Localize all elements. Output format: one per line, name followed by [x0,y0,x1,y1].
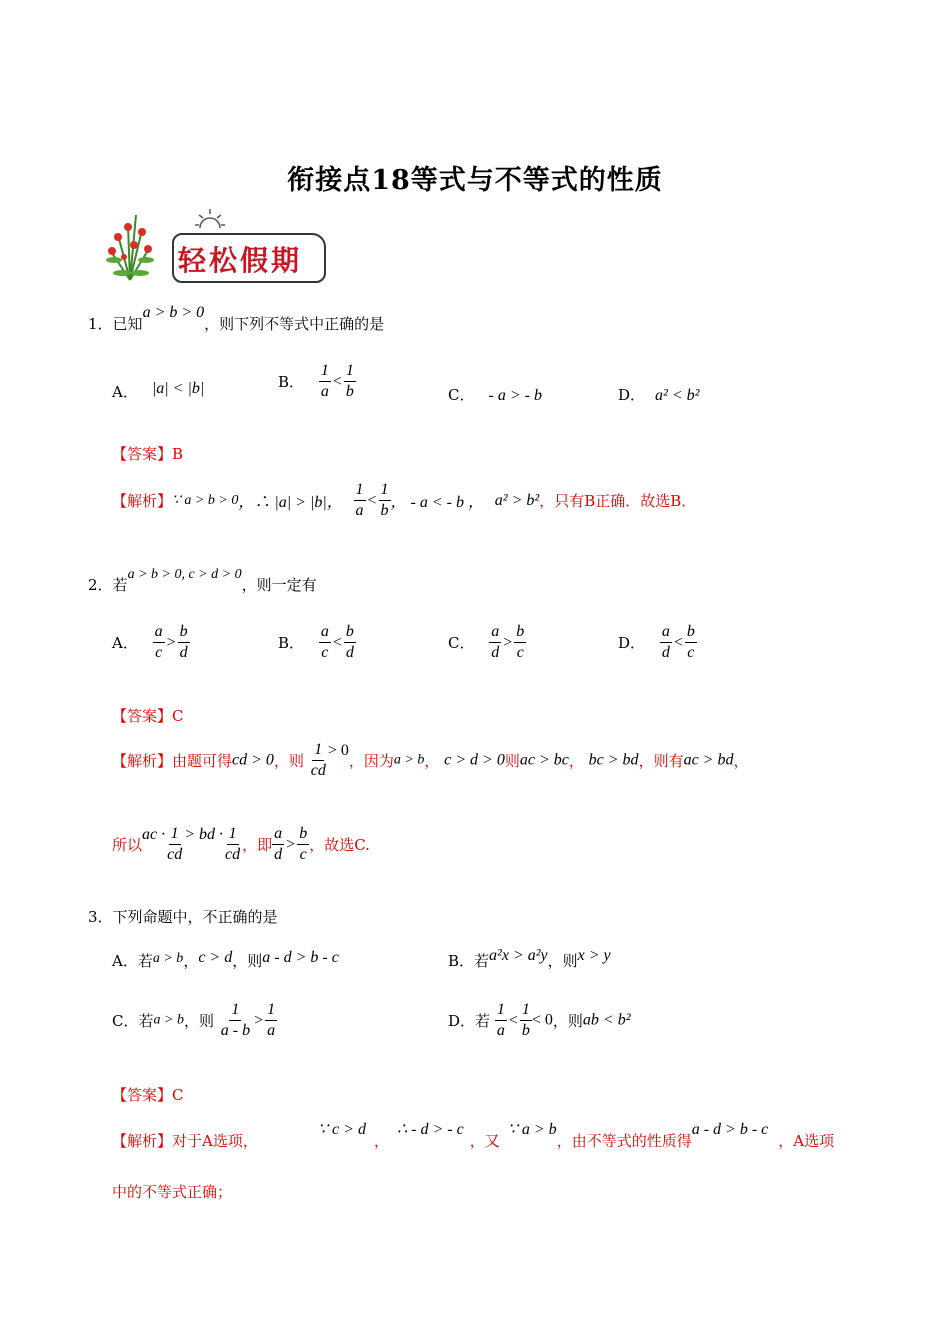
q1-analysis: 【解析】∵ a > b > 0，∴ |a| > |b|， $\frac{1}{a}$ < $\frac{1}{b}$ ， - a < - b ， a² > b²，只有B正确．故选B． [112,481,697,519]
badge-text: 轻松假期 [178,244,303,277]
q2-option-d: D． $\frac{a}{d}$ < $\frac{b}{c}$ [618,623,695,661]
q1-option-a: A． |a| < |b| [112,380,205,401]
q2-answer: 【答案】C [112,707,184,725]
q1-option-d: D． a² < b² [618,386,700,404]
q3-option-d: D．若 $\frac{1}{a}$ < $\frac{1}{b}$ < 0，则ab < b² [448,1001,631,1039]
page-title: 衔接点18等式与不等式的性质 [287,165,663,196]
q3-option-a: A．若a > b，c > d，则a - d > b - c [112,949,339,970]
q2-option-c: C． $\frac{a}{d}$ > $\frac{b}{c}$ [448,623,525,661]
q2-option-b: B． $\frac{a}{c}$ < $\frac{b}{d}$ [278,623,354,661]
q1-answer: 【答案】B [112,445,184,463]
q1-option-c: C． - a > - b [448,386,542,404]
q3-analysis-line-2: 中的不等式正确； [112,1183,233,1201]
q2-analysis-line-1: 【解析】由题可得cd > 0，则 $\frac{1}{cd}$ > 0，因为a > b， c > d > 0则ac > bc， bc > bd，则有ac > bd， [112,741,749,779]
q3-option-c: C．若a > b，则 $\frac{1}{a - b}$ > $\frac{1}{a}$ [112,1001,276,1039]
holiday-badge [100,205,330,285]
q3-analysis-line-1: 【解析】对于A选项，∵ c > d，∴ - d > - c，又∵ a > b，由不等式的性质得a - d > b - c，A选项 [112,1121,835,1150]
question-3-stem: 3．下列命题中，不正确的是 [88,908,278,926]
q3-answer: 【答案】C [112,1086,184,1104]
q2-analysis-line-2: 所以ac · $\frac{1}{cd}$ > bd · $\frac{1}{cd}$ ，即 $\frac{a}{d}$ > $\frac{b}{c}$ ，故选C. [112,825,370,863]
question-1-stem: 1．已知a > b > 0，则下列不等式中正确的是 [88,304,385,333]
q1-option-b: B． $\frac{1}{a}$ < $\frac{1}{b}$ [278,362,354,400]
question-2-stem: 2．若a > b > 0, c > d > 0，则一定有 [88,567,317,594]
q3-option-b: B．若a²x > a²y，则x > y [448,947,611,970]
q2-option-a: A． $\frac{a}{c}$ > $\frac{b}{d}$ [112,623,188,661]
sun-icon [195,208,225,230]
